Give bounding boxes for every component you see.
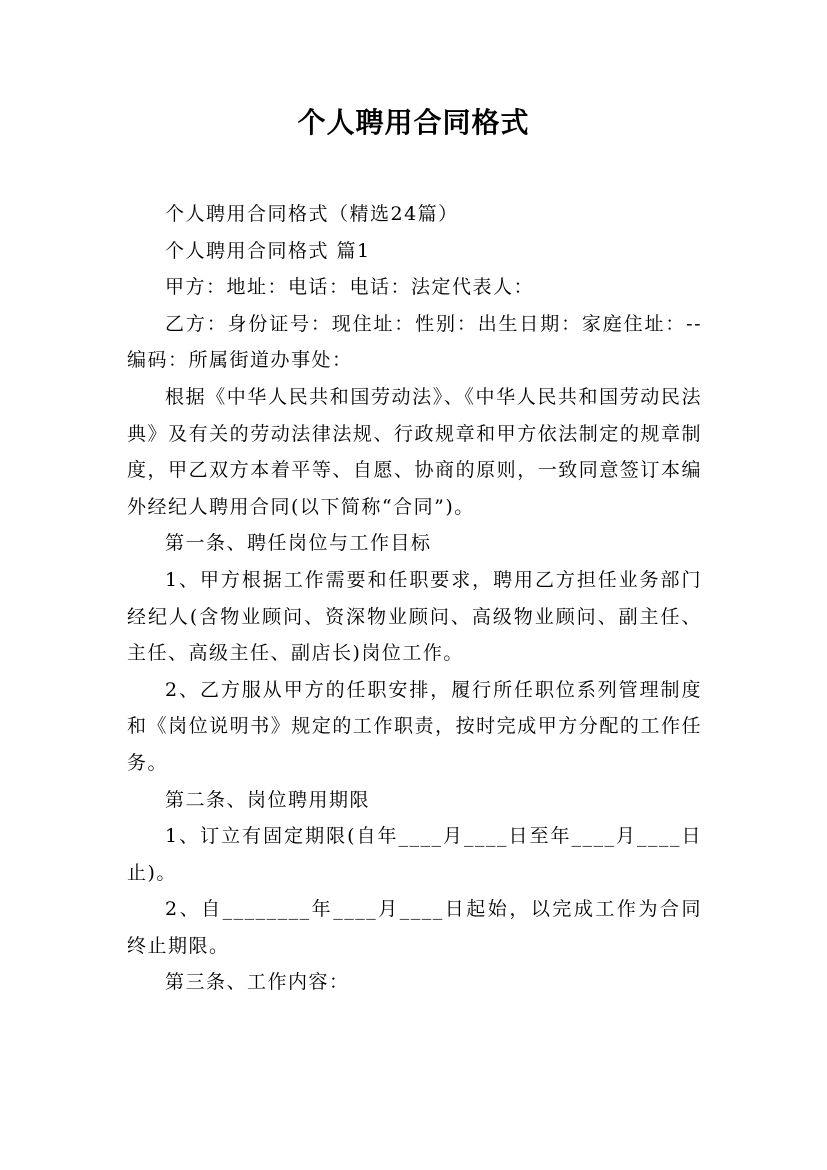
- paragraph-subtitle: 个人聘用合同格式（精选24篇）: [165, 203, 459, 225]
- clause-1-2: 2、乙方服从甲方的任职安排，履行所任职位系列管理制度和《岗位说明书》规定的工作职责，按时完成甲方分配的工作任务。: [127, 678, 702, 774]
- paragraph-preamble: 根据《中华人民共和国劳动法》、《中华人民共和国劳动民法典》及有关的劳动法律法规、行政规章和甲方依法制定的规章制度，甲乙双方本着平等、自愿、协商的原则，一致同意签订本编外经纪人聘用合同(以下简称“合同”)。: [127, 385, 702, 518]
- section-heading-2: 第二条、岗位聘用期限: [165, 788, 371, 811]
- document-body: [127, 196, 702, 1001]
- paragraph-article-heading: 个人聘用合同格式 篇1: [165, 239, 371, 262]
- clause-2-1: 1、订立有固定期限(自年____月____日至年____月____日止)。: [127, 825, 702, 884]
- document-title: 个人聘用合同格式: [297, 106, 530, 139]
- section-heading-1: 第一条、聘任岗位与工作目标: [165, 532, 432, 555]
- clause-2-2: 2、自________年____月____日起始，以完成工作为合同终止期限。: [127, 898, 702, 957]
- paragraph-party-a: 甲方：地址：电话：电话：法定代表人：: [165, 276, 535, 299]
- clause-1-1: 1、甲方根据工作需要和任职要求，聘用乙方担任业务部门经纪人(含物业顾问、资深物业顾问、高级物业顾问、副主任、主任、高级主任、副店长)岗位工作。: [127, 568, 702, 665]
- paragraph-party-b: 乙方：身份证号：现住址：性别：出生日期：家庭住址：--编码：所属街道办事处：: [127, 312, 702, 372]
- section-heading-3: 第三条、工作内容：: [165, 971, 350, 994]
